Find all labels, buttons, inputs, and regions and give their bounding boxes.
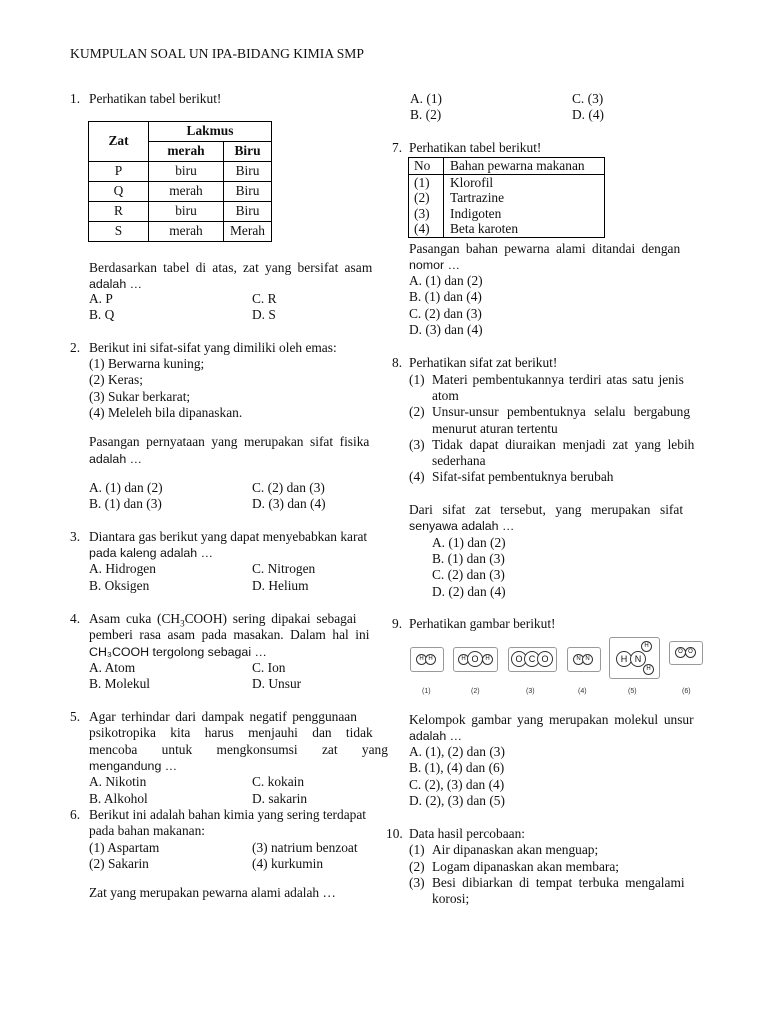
list-item: (2) Sakarin	[89, 856, 149, 871]
list-item: (3) natrium benzoat	[252, 840, 358, 855]
option-a[interactable]: A. P	[89, 291, 113, 306]
question-stem	[89, 611, 357, 627]
col-lakmus: Lakmus	[149, 122, 272, 142]
list-item-cont: atom	[432, 388, 459, 403]
question-text	[89, 885, 336, 901]
cell: Biru	[224, 182, 272, 202]
list-item: Besi dibiarkan di tempat terbuka mengalami	[432, 875, 685, 890]
question-stem: Berikut ini adalah bahan kimia yang sering terdapat	[89, 807, 367, 822]
question-text: Dari sifat zat tersebut, yang merupakan sifat	[409, 502, 684, 517]
option-a[interactable]: A. Nikotin	[89, 774, 147, 789]
option-d[interactable]: D. S	[252, 307, 276, 322]
oxygen-atom: O	[467, 651, 483, 667]
option-d[interactable]: D. (3) dan (4)	[252, 496, 326, 511]
option-d[interactable]: D. (3) dan (4)	[409, 322, 483, 337]
option-c[interactable]: C. kokain	[252, 774, 305, 789]
col-no: No	[409, 158, 444, 175]
cell: Indigoten	[444, 206, 605, 222]
list-item: (4) kurkumin	[252, 856, 324, 871]
option-b[interactable]: B. Q	[89, 307, 115, 322]
list-item: (1) Aspartam	[89, 840, 160, 855]
list-marker: (2)	[409, 859, 425, 874]
option-b[interactable]: B. Alkohol	[89, 791, 148, 806]
table-row	[409, 221, 605, 237]
question-stem: Perhatikan tabel berikut!	[409, 140, 542, 155]
question-text: Pasangan pernyataan yang merupakan sifat fisika	[89, 434, 370, 449]
cell: biru	[149, 202, 224, 222]
nitrogen-atom: N	[630, 651, 646, 667]
question-number: 10.	[386, 826, 403, 841]
question-number: 9.	[392, 616, 403, 631]
question-text: adalah …	[89, 451, 142, 467]
cell: Beta karoten	[444, 221, 605, 237]
question-number: 4.	[70, 611, 81, 626]
question-text: senyawa adalah …	[409, 518, 514, 534]
list-item-cont: korosi;	[432, 891, 470, 906]
option-c[interactable]: C. (3)	[572, 91, 604, 106]
stem-part: Asam cuka (CH	[89, 611, 181, 626]
molecule-1	[410, 647, 444, 672]
oxygen-atom: O	[511, 651, 527, 667]
table-row	[409, 190, 605, 206]
list-item: Air dipanaskan akan menguap;	[432, 842, 599, 857]
question-stem: Data hasil percobaan:	[409, 826, 525, 841]
option-b[interactable]: B. (1) dan (3)	[432, 551, 505, 566]
question-stem: pada bahan makanan:	[89, 823, 205, 838]
option-c[interactable]: C. (2) dan (3)	[252, 480, 325, 495]
molecule-6	[669, 641, 703, 665]
option-b[interactable]: B. Molekul	[89, 676, 151, 691]
cell: merah	[149, 182, 224, 202]
list-item: (1) Berwarna kuning;	[89, 356, 205, 371]
option-b[interactable]: B. (1) dan (4)	[409, 289, 482, 304]
oxygen-atom: O	[675, 647, 686, 658]
cell: Q	[89, 182, 149, 202]
option-a[interactable]: A. (1)	[410, 91, 442, 106]
cell: Klorofil	[444, 174, 605, 190]
question-stem: CH₃COOH tergolong sebagai …	[89, 644, 267, 660]
cell: (2)	[409, 190, 444, 206]
table-row	[89, 162, 272, 182]
question-number: 8.	[392, 355, 403, 370]
list-item: (4) Meleleh bila dipanaskan.	[89, 405, 243, 420]
caption: (3)	[526, 688, 535, 695]
hydrogen-atom: H	[458, 654, 469, 665]
list-item-cont: menurut aturan tertentu	[432, 421, 558, 436]
subscript: 3	[180, 618, 185, 629]
molecule-2	[453, 647, 498, 672]
question-text-inner: Zat yang merupakan pewarna alami adalah	[89, 885, 320, 900]
table-row	[89, 182, 272, 202]
cell: P	[89, 162, 149, 182]
oxygen-atom: O	[537, 651, 553, 667]
stem-part: COOH) sering dipakai sebagai	[184, 611, 357, 626]
caption: (4)	[578, 688, 587, 695]
list-marker: (1)	[409, 372, 425, 387]
option-c[interactable]: C. Nitrogen	[252, 561, 316, 576]
hydrogen-atom: H	[425, 654, 436, 665]
table-row	[409, 174, 605, 190]
hydrogen-atom: H	[643, 664, 654, 675]
caption: (1)	[422, 688, 431, 695]
hydrogen-atom: H	[616, 651, 632, 667]
page-title: KUMPULAN SOAL UN IPA-BIDANG KIMIA SMP	[70, 46, 364, 61]
question-stem: pemberi rasa asam pada masakan. Dalam hal ini	[89, 627, 370, 642]
option-d[interactable]: D. (4)	[572, 107, 604, 122]
option-a[interactable]: A. Hidrogen	[89, 561, 156, 576]
question-text: Kelompok gambar yang merupakan molekul unsur	[409, 712, 694, 727]
cell: (1)	[409, 174, 444, 190]
option-a[interactable]: A. (1) dan (2)	[89, 480, 163, 495]
sub-biru: Biru	[224, 142, 272, 162]
oxygen-atom: O	[685, 647, 696, 658]
option-c[interactable]: C. R	[252, 291, 277, 306]
option-a[interactable]: A. (1) dan (2)	[432, 535, 506, 550]
question-stem: pada kaleng adalah …	[89, 545, 213, 561]
cell: merah	[149, 222, 224, 242]
litmus-table	[88, 121, 272, 242]
list-marker: (1)	[409, 842, 425, 857]
question-stem: Diantara gas berikut yang dapat menyebabkan karat	[89, 529, 368, 544]
list-item: Materi pembentukannya terdiri atas satu jenis	[432, 372, 684, 387]
list-item: Sifat-sifat pembentuknya berubah	[432, 469, 614, 484]
question-stem: Perhatikan sifat zat berikut!	[409, 355, 558, 370]
question-stem: psikotropika kita harus menjauhi dan tidak	[89, 725, 373, 740]
option-c[interactable]: C. (2), (3) dan (4)	[409, 777, 505, 792]
list-item: (3) Sukar berkarat;	[89, 389, 191, 404]
question-text: nomor …	[409, 257, 460, 273]
question-stem: Berikut ini sifat-sifat yang dimiliki oleh emas:	[89, 340, 337, 355]
molecule-4	[567, 647, 601, 672]
hydrogen-atom: H	[641, 641, 652, 652]
question-stem: Perhatikan gambar berikut!	[409, 616, 556, 631]
caption: (6)	[682, 688, 691, 695]
cell: (3)	[409, 206, 444, 222]
question-number: 1.	[70, 91, 81, 106]
cell: Biru	[224, 162, 272, 182]
hydrogen-atom: H	[482, 654, 493, 665]
molecule-3	[508, 647, 557, 672]
option-c[interactable]: C. Ion	[252, 660, 286, 675]
question-text: Berdasarkan tabel di atas, zat yang bersifat asam	[89, 260, 373, 275]
question-stem: Agar terhindar dari dampak negatif penggunaan	[89, 709, 357, 724]
list-marker: (3)	[409, 437, 425, 452]
option-b[interactable]: B. (2)	[410, 107, 442, 122]
list-item: Logam dipanaskan akan membara;	[432, 859, 620, 874]
cell: R	[89, 202, 149, 222]
question-number: 7.	[392, 140, 403, 155]
list-item: (2) Keras;	[89, 372, 143, 387]
colorant-table	[408, 157, 605, 238]
question-number: 6.	[70, 807, 81, 822]
list-marker: (2)	[409, 404, 425, 419]
table-row	[89, 222, 272, 242]
option-a[interactable]: A. Atom	[89, 660, 136, 675]
question-stem: mengandung …	[89, 758, 177, 774]
option-a[interactable]: A. (1) dan (2)	[409, 273, 483, 288]
option-d[interactable]: D. Unsur	[252, 676, 302, 691]
option-c[interactable]: C. (2) dan (3)	[409, 306, 482, 321]
sub-merah: merah	[149, 142, 224, 162]
caption: (2)	[471, 688, 480, 695]
nitrogen-atom: N	[582, 654, 593, 665]
option-d[interactable]: D. (2), (3) dan (5)	[409, 793, 505, 808]
caption: (5)	[628, 688, 637, 695]
list-item: Tidak dapat diuraikan menjadi zat yang lebih	[432, 437, 695, 452]
hydrogen-atom: H	[416, 654, 427, 665]
list-marker: (3)	[409, 875, 425, 890]
option-a[interactable]: A. (1), (2) dan (3)	[409, 744, 505, 759]
cell: biru	[149, 162, 224, 182]
cell: (4)	[409, 221, 444, 237]
cell: Merah	[224, 222, 272, 242]
list-item: Unsur-unsur pembentuknya selalu bergabung	[432, 404, 691, 419]
question-stem: mencoba untuk mengkonsumsi zat yang	[89, 742, 388, 757]
table-row	[89, 202, 272, 222]
molecule-5	[609, 637, 660, 679]
cell: Biru	[224, 202, 272, 222]
question-text: adalah …	[89, 276, 142, 292]
table-row	[409, 206, 605, 222]
question-text: Pasangan bahan pewarna alami ditandai dengan	[409, 241, 681, 256]
option-d[interactable]: D. (2) dan (4)	[432, 584, 506, 599]
col-bahan: Bahan pewarna makanan	[444, 158, 605, 175]
option-d[interactable]: D. Helium	[252, 578, 309, 593]
option-b[interactable]: B. Oksigen	[89, 578, 150, 593]
cell: Tartrazine	[444, 190, 605, 206]
question-text: adalah …	[409, 728, 462, 744]
list-item-cont: sederhana	[432, 453, 486, 468]
question-number: 3.	[70, 529, 81, 544]
col-zat: Zat	[89, 122, 149, 162]
option-c[interactable]: C. (2) dan (3)	[432, 567, 505, 582]
option-b[interactable]: B. (1), (4) dan (6)	[409, 760, 505, 775]
option-d[interactable]: D. sakarin	[252, 791, 308, 806]
question-number: 5.	[70, 709, 81, 724]
question-number: 2.	[70, 340, 81, 355]
list-marker: (4)	[409, 469, 425, 484]
carbon-atom: C	[524, 651, 540, 667]
question-stem: Perhatikan tabel berikut!	[89, 91, 222, 106]
option-b[interactable]: B. (1) dan (3)	[89, 496, 162, 511]
nitrogen-atom: N	[573, 654, 584, 665]
cell: S	[89, 222, 149, 242]
